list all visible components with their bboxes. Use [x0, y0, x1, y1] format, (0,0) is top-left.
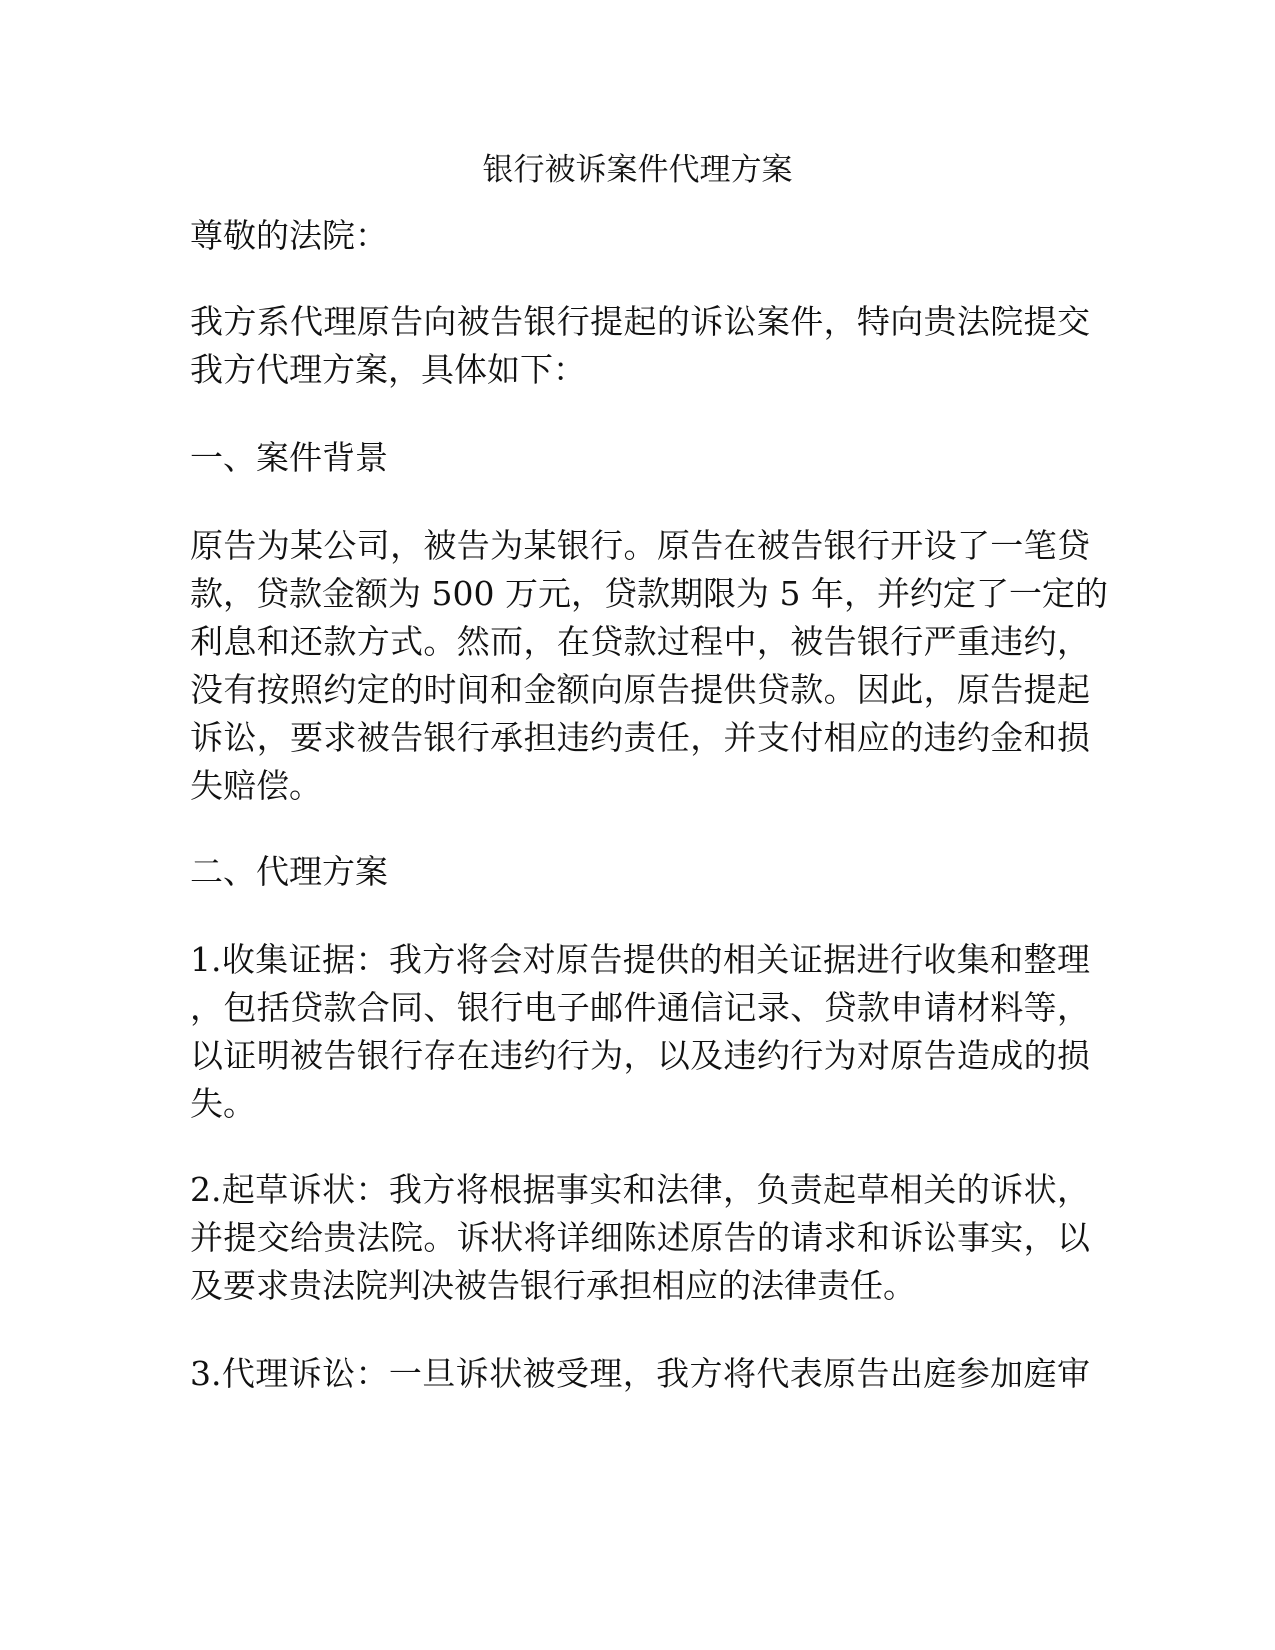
- section2-heading: 二、代理方案: [190, 852, 388, 891]
- intro-line: 我方代理方案，具体如下：: [190, 350, 586, 389]
- salutation: [190, 212, 1090, 260]
- section1-line: 款，贷款金额为 500 万元，贷款期限为 5 年，并约定了一定的: [190, 574, 1108, 613]
- intro-paragraph: [190, 298, 1090, 394]
- section-heading-background: [190, 434, 1090, 482]
- section1-line: 原告为某公司，被告为某银行。原告在被告银行开设了一笔贷: [190, 526, 1090, 565]
- item1-line: 1.收集证据：我方将会对原告提供的相关证据进行收集和整理: [190, 940, 1090, 979]
- item2-line: 及要求贵法院判决被告银行承担相应的法律责任。: [190, 1266, 916, 1305]
- section1-line: 失赔偿。: [190, 766, 322, 805]
- item1-line: 失。: [190, 1084, 256, 1123]
- item3-paragraph: [190, 1350, 1090, 1398]
- intro-line: 我方系代理原告向被告银行提起的诉讼案件，特向贵法院提交: [190, 302, 1090, 341]
- section1-line: 利息和还款方式。然而，在贷款过程中，被告银行严重违约，: [190, 622, 1090, 661]
- item1-paragraph: [190, 936, 1090, 1128]
- section1-heading: 一、案件背景: [190, 438, 388, 477]
- salutation-line: 尊敬的法院：: [190, 216, 388, 255]
- section1-paragraph: [190, 522, 1108, 810]
- section-heading-plan: [190, 848, 1090, 896]
- section1-line: 没有按照约定的时间和金额向原告提供贷款。因此，原告提起: [190, 670, 1090, 709]
- item3-line: 3.代理诉讼：一旦诉状被受理，我方将代表原告出庭参加庭审: [190, 1354, 1090, 1393]
- section1-line: 诉讼，要求被告银行承担违约责任，并支付相应的违约金和损: [190, 718, 1090, 757]
- item2-paragraph: [190, 1166, 1090, 1310]
- item1-line: 以证明被告银行存在违约行为，以及违约行为对原告造成的损: [190, 1036, 1090, 1075]
- item2-line: 2.起草诉状：我方将根据事实和法律，负责起草相关的诉状，: [190, 1170, 1090, 1209]
- item1-line: ，包括贷款合同、银行电子邮件通信记录、贷款申请材料等，: [190, 988, 1090, 1027]
- document-title: 银行被诉案件代理方案: [482, 152, 793, 188]
- item2-line: 并提交给贵法院。诉状将详细陈述原告的请求和诉讼事实，以: [190, 1218, 1090, 1257]
